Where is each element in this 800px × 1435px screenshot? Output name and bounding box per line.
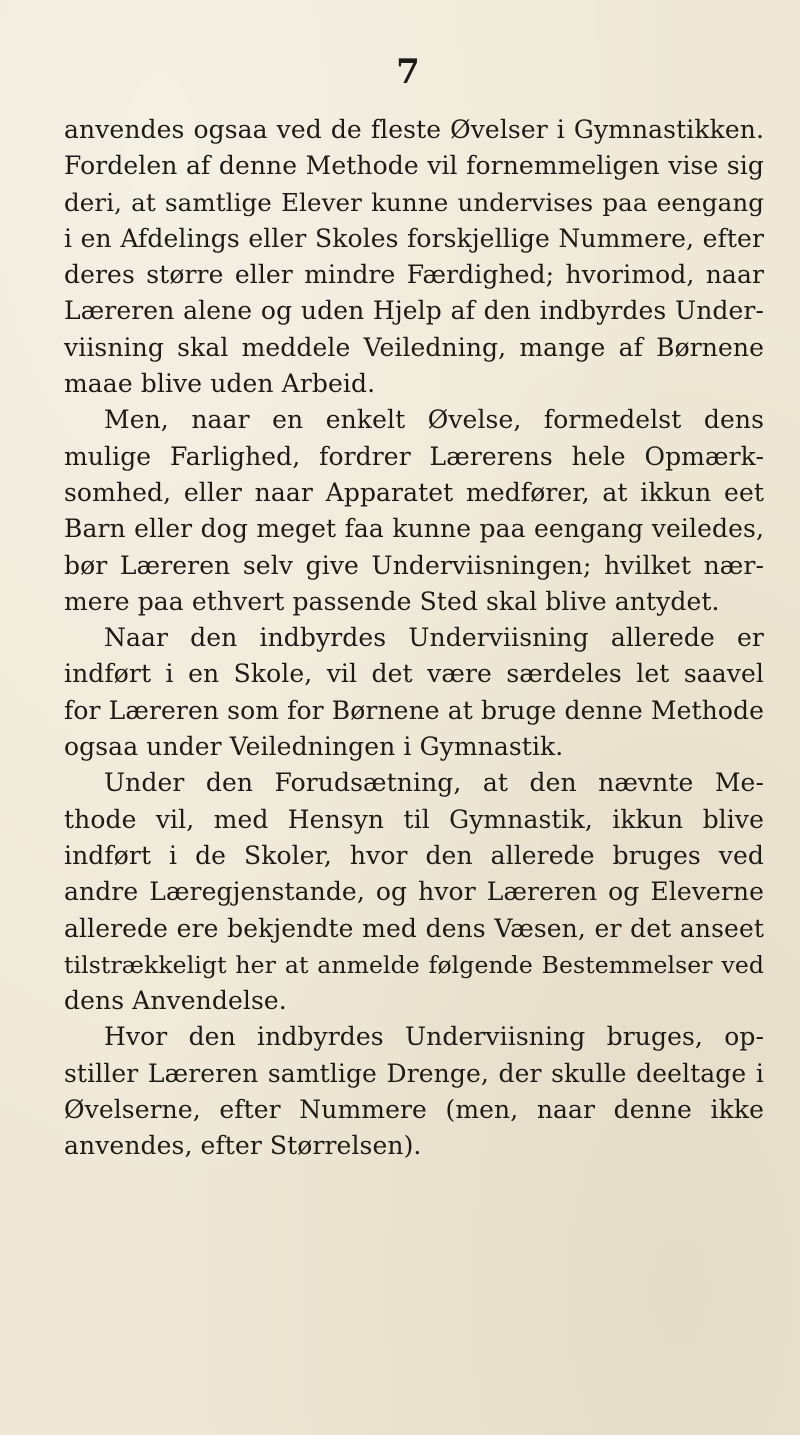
text-line: mere paa ethvert passende Sted skal blive antydet. <box>64 586 720 616</box>
text-line: deri, at samtlige Elever kunne undervises paa eengang <box>64 187 764 217</box>
text-line: ogsaa under Veiledningen i Gymnastik. <box>64 732 564 762</box>
text-line: viisning skal meddele Veiledning, mange af Børnene <box>64 332 764 362</box>
text-line: tilstrækkeligt her at anmelde følgende Bestemmelser ved <box>64 950 764 979</box>
page-number: 7 <box>396 52 420 92</box>
text-line: Under den Forudsætning, at den nævnte Me- <box>104 768 764 798</box>
text-line: indført i en Skole, vil det være særdeles let saavel <box>64 659 764 689</box>
text-line: thode vil, med Hensyn til Gymnastik, ikkun blive <box>64 804 764 834</box>
text-line: maae blive uden Arbeid. <box>64 369 376 399</box>
text-line: Naar den indbyrdes Underviisning allerede er <box>104 623 764 653</box>
text-line: deres større eller mindre Færdighed; hvorimod, naar <box>64 260 764 290</box>
text-line: mulige Farlighed, fordrer Lærerens hele Opmærk- <box>64 441 764 471</box>
text-line: Fordelen af denne Methode vil fornemmeligen vise sig <box>64 151 764 181</box>
body-text <box>64 112 764 1165</box>
text-line: Øvelserne, efter Nummere (men, naar denne ikke <box>64 1095 764 1125</box>
text-line: anvendes ogsaa ved de fleste Øvelser i Gymnastikken. <box>64 115 764 144</box>
text-line: Barn eller dog meget faa kunne paa eengang veiledes, <box>64 514 764 544</box>
text-line: Læreren alene og uden Hjelp af den indbyrdes Under- <box>64 296 764 326</box>
text-line: bør Læreren selv give Underviisningen; hvilket nær- <box>64 550 764 580</box>
text-line: somhed, eller naar Apparatet medfører, at ikkun eet <box>64 477 764 507</box>
text-line: Hvor den indbyrdes Underviisning bruges, op- <box>104 1022 764 1052</box>
text-line: dens Anvendelse. <box>64 986 287 1016</box>
text-line: for Læreren som for Børnene at bruge denne Methode <box>64 695 764 725</box>
text-line: Men, naar en enkelt Øvelse, formedelst dens <box>104 405 764 435</box>
text-line: allerede ere bekjendte med dens Væsen, er det anseet <box>64 913 764 943</box>
text-line: andre Læregjenstande, og hvor Læreren og Eleverne <box>64 877 764 907</box>
text-line: indført i de Skoler, hvor den allerede bruges ved <box>64 840 764 870</box>
text-line: i en Afdelings eller Skoles forskjellige Nummere, efter <box>64 223 764 253</box>
text-line: stiller Læreren samtlige Drenge, der skulle deeltage i <box>64 1058 764 1088</box>
text-line: anvendes, efter Størrelsen). <box>64 1131 422 1161</box>
